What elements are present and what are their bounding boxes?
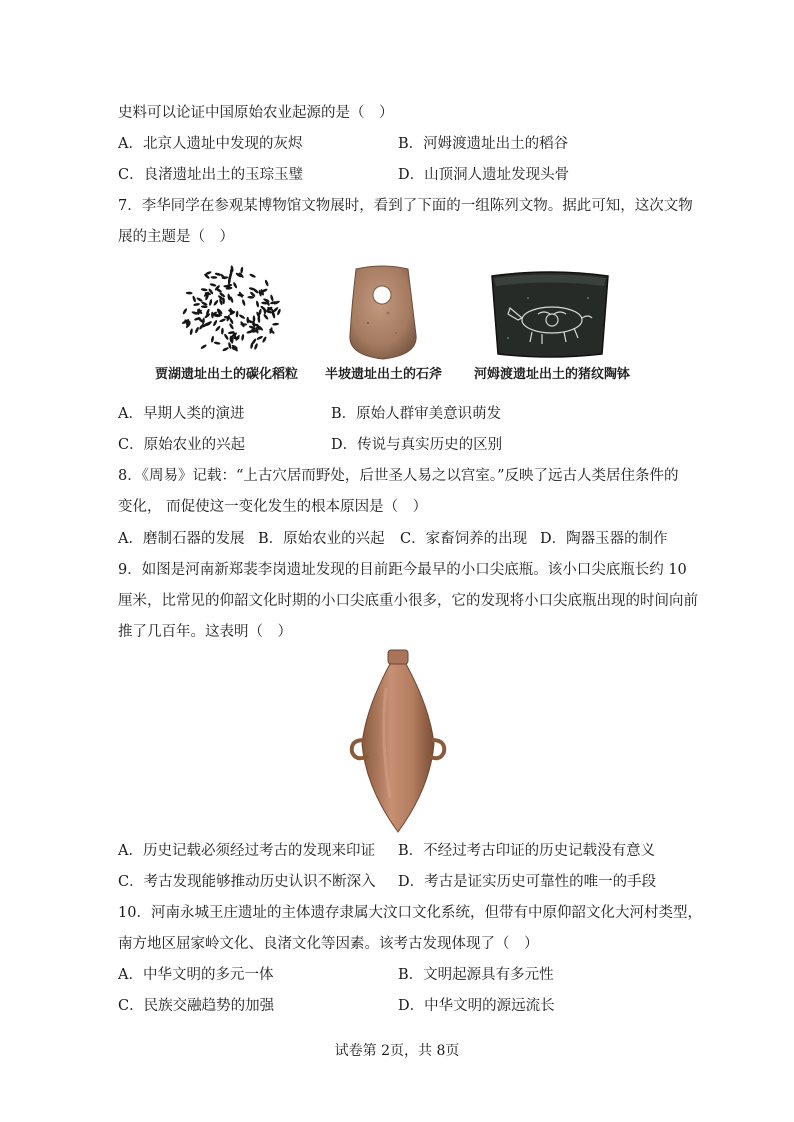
q9-option-a: A．历史记载必须经过考古的发现来印证 <box>118 843 375 859</box>
q6-option-b: B．河姆渡遗址出土的稻谷 <box>398 136 569 152</box>
stone-axe-image <box>338 263 428 361</box>
q10-option-d: D．中华文明的源远流长 <box>398 998 555 1014</box>
q8-option-b: B．原始农业的兴起 <box>258 531 385 547</box>
q9-stem-line1: 9．如图是河南新郑裴李岗遗址发现的目前距今最早的小口尖底瓶。该小口尖底瓶长约 10 <box>118 562 687 578</box>
q10-option-a: A．中华文明的多元一体 <box>118 967 274 983</box>
q7-option-c: C．原始农业的兴起 <box>118 437 246 453</box>
q8-stem-line2: 变化， 而促使这一变化发生的根本原因是（ ） <box>118 499 428 515</box>
q6-option-d: D．山顶洞人遗址发现头骨 <box>398 167 570 183</box>
q9-stem-line2: 厘米，比常见的仰韶文化时期的小口尖底重小很多，它的发现将小口尖底瓶出现的时间向前 <box>118 593 698 609</box>
q10-option-c: C．民族交融趋势的加强 <box>118 998 275 1014</box>
q8-option-a: A．磨制石器的发展 <box>118 531 245 547</box>
q10-option-b: B．文明起源具有多元性 <box>398 967 554 983</box>
q7-stem-line2: 展的主题是（ ） <box>118 229 234 245</box>
caption-stone-axe: 半坡遗址出土的石斧 <box>325 367 443 382</box>
caption-pig-pottery: 河姆渡遗址出土的猪纹陶钵 <box>474 367 631 382</box>
pig-pattern-pottery-image <box>488 268 612 360</box>
q9-option-b: B．不经过考古印证的历史记载没有意义 <box>398 843 656 859</box>
q10-stem-line2: 南方地区屈家岭文化、良渚文化等因素。该考古发现体现了（ ） <box>118 936 539 952</box>
q6-option-a: A．北京人遗址中发现的灰烬 <box>118 136 303 152</box>
q7-option-b: B．原始人群审美意识萌发 <box>331 406 502 422</box>
q6-option-c: C．良渚遗址出土的玉琮玉璧 <box>118 167 304 183</box>
pointed-bottom-bottle-image <box>346 648 450 834</box>
q8-stem-line1: 8．《周易》记载：“上古穴居而野处，后世圣人易之以宫室。”反映了远古人类居住条件的 <box>118 468 679 484</box>
q9-stem-line3: 推了几百年。这表明（ ） <box>118 624 292 640</box>
q9-option-c: C．考古发现能够推动历史认识不断深入 <box>118 874 376 890</box>
q8-option-c: C．家畜饲养的出现 <box>400 531 528 547</box>
caption-carbonized-rice: 贾湖遗址出土的碳化稻粒 <box>155 367 299 382</box>
q8-option-d: D．陶器玉器的制作 <box>540 531 668 547</box>
page-footer: 试卷第 2页，共 8页 <box>334 1043 460 1059</box>
q7-stem-line1: 7．李华同学在参观某博物馆文物展时，看到了下面的一组陈列文物。据此可知，这次文物 <box>118 198 693 214</box>
carbonized-rice-image <box>176 263 286 359</box>
q9-option-d: D．考古是证实历史可靠性的唯一的手段 <box>398 874 657 890</box>
q6-stem: 史料可以论证中国原始农业起源的是（ ） <box>118 105 394 121</box>
q7-option-a: A．早期人类的演进 <box>118 406 245 422</box>
q10-stem-line1: 10．河南永城王庄遗址的主体遗存隶属大汶口文化系统，但带有中原仰韶文化大河村类型， <box>118 905 702 921</box>
q7-option-d: D．传说与真实历史的区别 <box>331 437 503 453</box>
